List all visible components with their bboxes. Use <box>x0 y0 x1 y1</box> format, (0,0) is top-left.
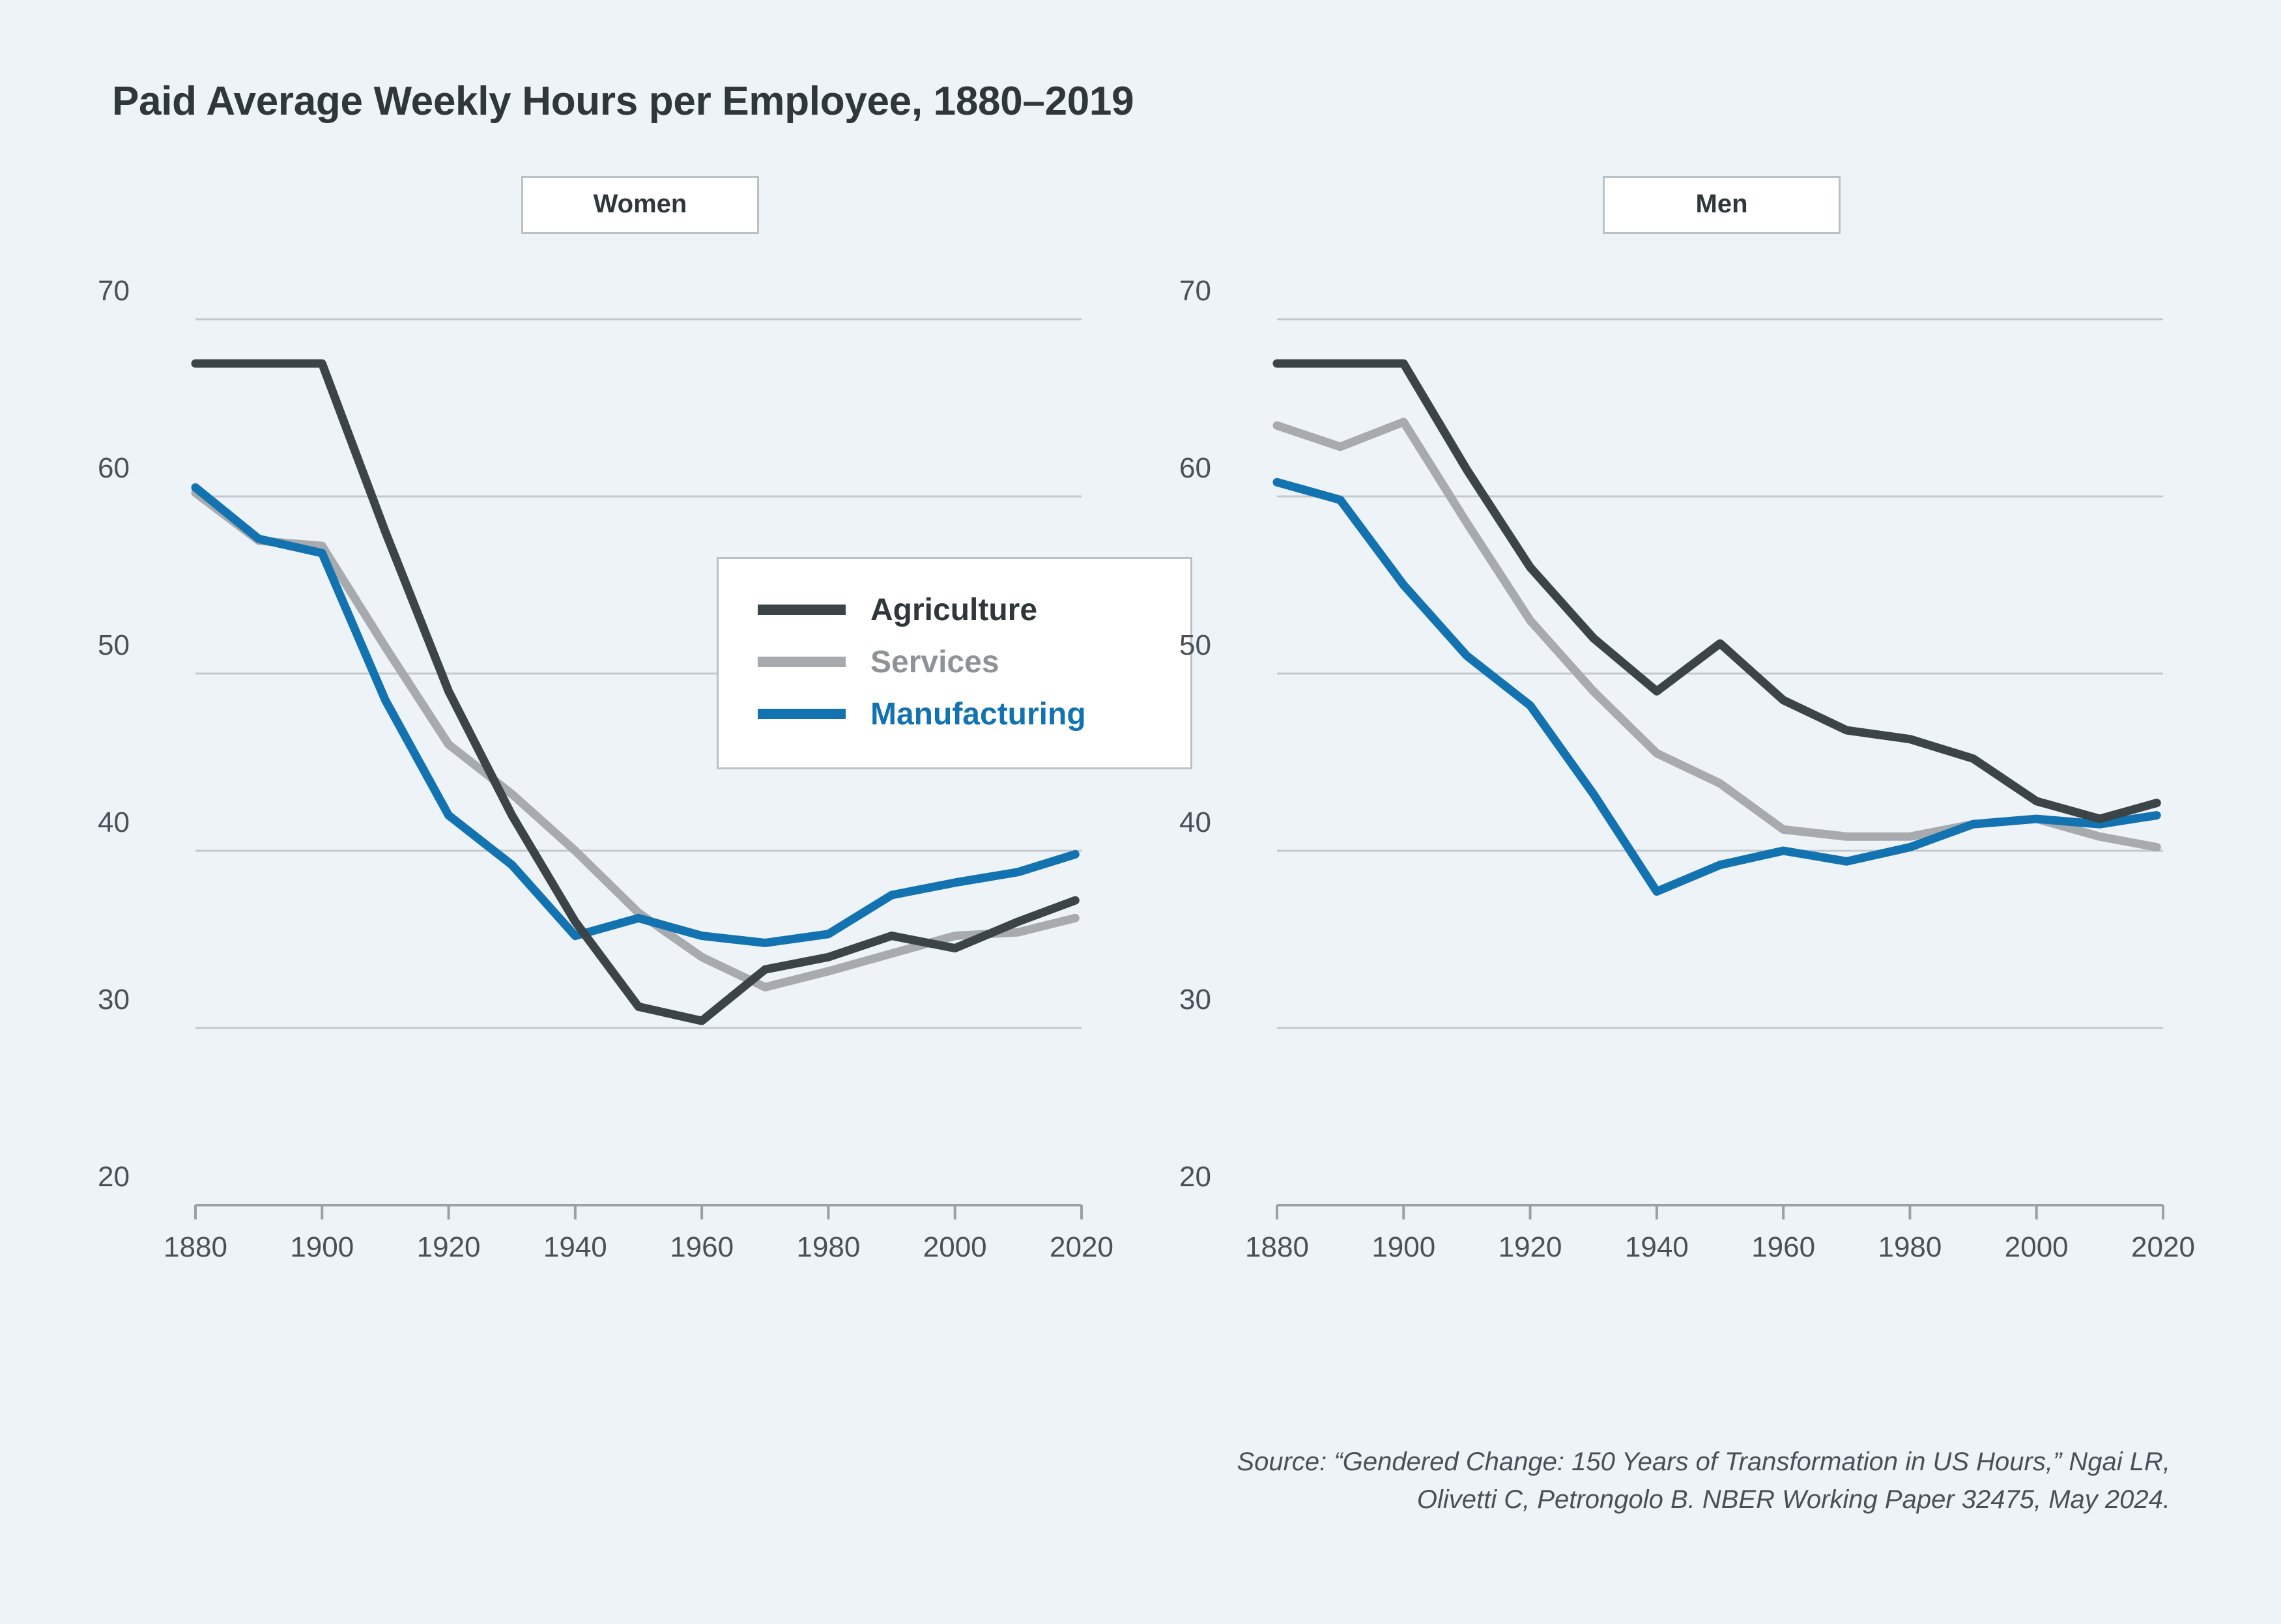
y-tick-label-men-40: 40 <box>1179 806 1211 838</box>
series-line-men-services <box>1277 422 2157 848</box>
y-tick-label-women-60: 60 <box>98 452 130 484</box>
x-tick-label-men-1940: 1940 <box>1624 1231 1689 1263</box>
page-title: Paid Average Weekly Hours per Employee, 1880–2019 <box>112 79 1134 124</box>
y-tick-label-women-40: 40 <box>98 806 130 838</box>
y-tick-label-women-50: 50 <box>98 629 130 661</box>
legend-label-services: Services <box>870 644 999 679</box>
series-line-men-manufacturing <box>1277 482 2157 891</box>
x-tick-label-women-2000: 2000 <box>923 1231 987 1263</box>
x-tick-label-women-1980: 1980 <box>796 1231 861 1263</box>
y-tick-label-women-70: 70 <box>98 275 130 307</box>
x-tick-label-men-1900: 1900 <box>1371 1231 1436 1263</box>
x-tick-label-women-2020: 2020 <box>1050 1231 1113 1263</box>
x-tick-label-women-1920: 1920 <box>416 1231 481 1263</box>
legend-label-manufacturing: Manufacturing <box>870 696 1086 732</box>
y-tick-label-men-20: 20 <box>1179 1161 1211 1193</box>
y-tick-label-women-20: 20 <box>98 1161 130 1193</box>
x-tick-label-men-1920: 1920 <box>1498 1231 1562 1263</box>
panel-label-men: Men <box>1603 176 1841 234</box>
x-tick-label-women-1900: 1900 <box>290 1231 354 1263</box>
x-tick-label-men-2000: 2000 <box>2004 1231 2069 1263</box>
x-tick-label-men-2020: 2020 <box>2131 1231 2195 1263</box>
source-line-2: Olivetti C, Petrongolo B. NBER Working Paper 32475, May 2024. <box>1416 1485 2170 1514</box>
x-tick-label-women-1880: 1880 <box>164 1231 227 1263</box>
legend-item-services <box>719 636 1190 688</box>
legend-swatch-agriculture <box>758 605 846 615</box>
source-note <box>802 1443 2170 1518</box>
legend-label-agriculture: Agriculture <box>870 592 1038 627</box>
x-tick-label-men-1980: 1980 <box>1878 1231 1942 1263</box>
legend-item-manufacturing <box>719 688 1190 740</box>
legend-item-agriculture <box>719 584 1190 636</box>
plot-area-women <box>98 275 1114 1401</box>
y-tick-label-women-30: 30 <box>98 984 130 1016</box>
x-tick-label-women-1960: 1960 <box>670 1231 734 1263</box>
legend-swatch-manufacturing <box>758 709 846 719</box>
x-tick-label-women-1940: 1940 <box>543 1231 607 1263</box>
chart-legend <box>717 557 1192 769</box>
y-tick-label-men-70: 70 <box>1179 275 1211 307</box>
y-tick-label-men-60: 60 <box>1179 452 1211 484</box>
legend-swatch-services <box>758 657 846 667</box>
y-tick-label-men-30: 30 <box>1179 984 1211 1016</box>
x-tick-label-men-1880: 1880 <box>1245 1231 1309 1263</box>
y-tick-label-men-50: 50 <box>1179 629 1211 661</box>
panel-label-women: Women <box>521 176 759 234</box>
plot-area-men <box>1179 275 2196 1401</box>
source-line-1: Source: “Gendered Change: 150 Years of Transformation in US Hours,” Ngai LR, <box>1237 1447 2170 1476</box>
x-tick-label-men-1960: 1960 <box>1751 1231 1816 1263</box>
